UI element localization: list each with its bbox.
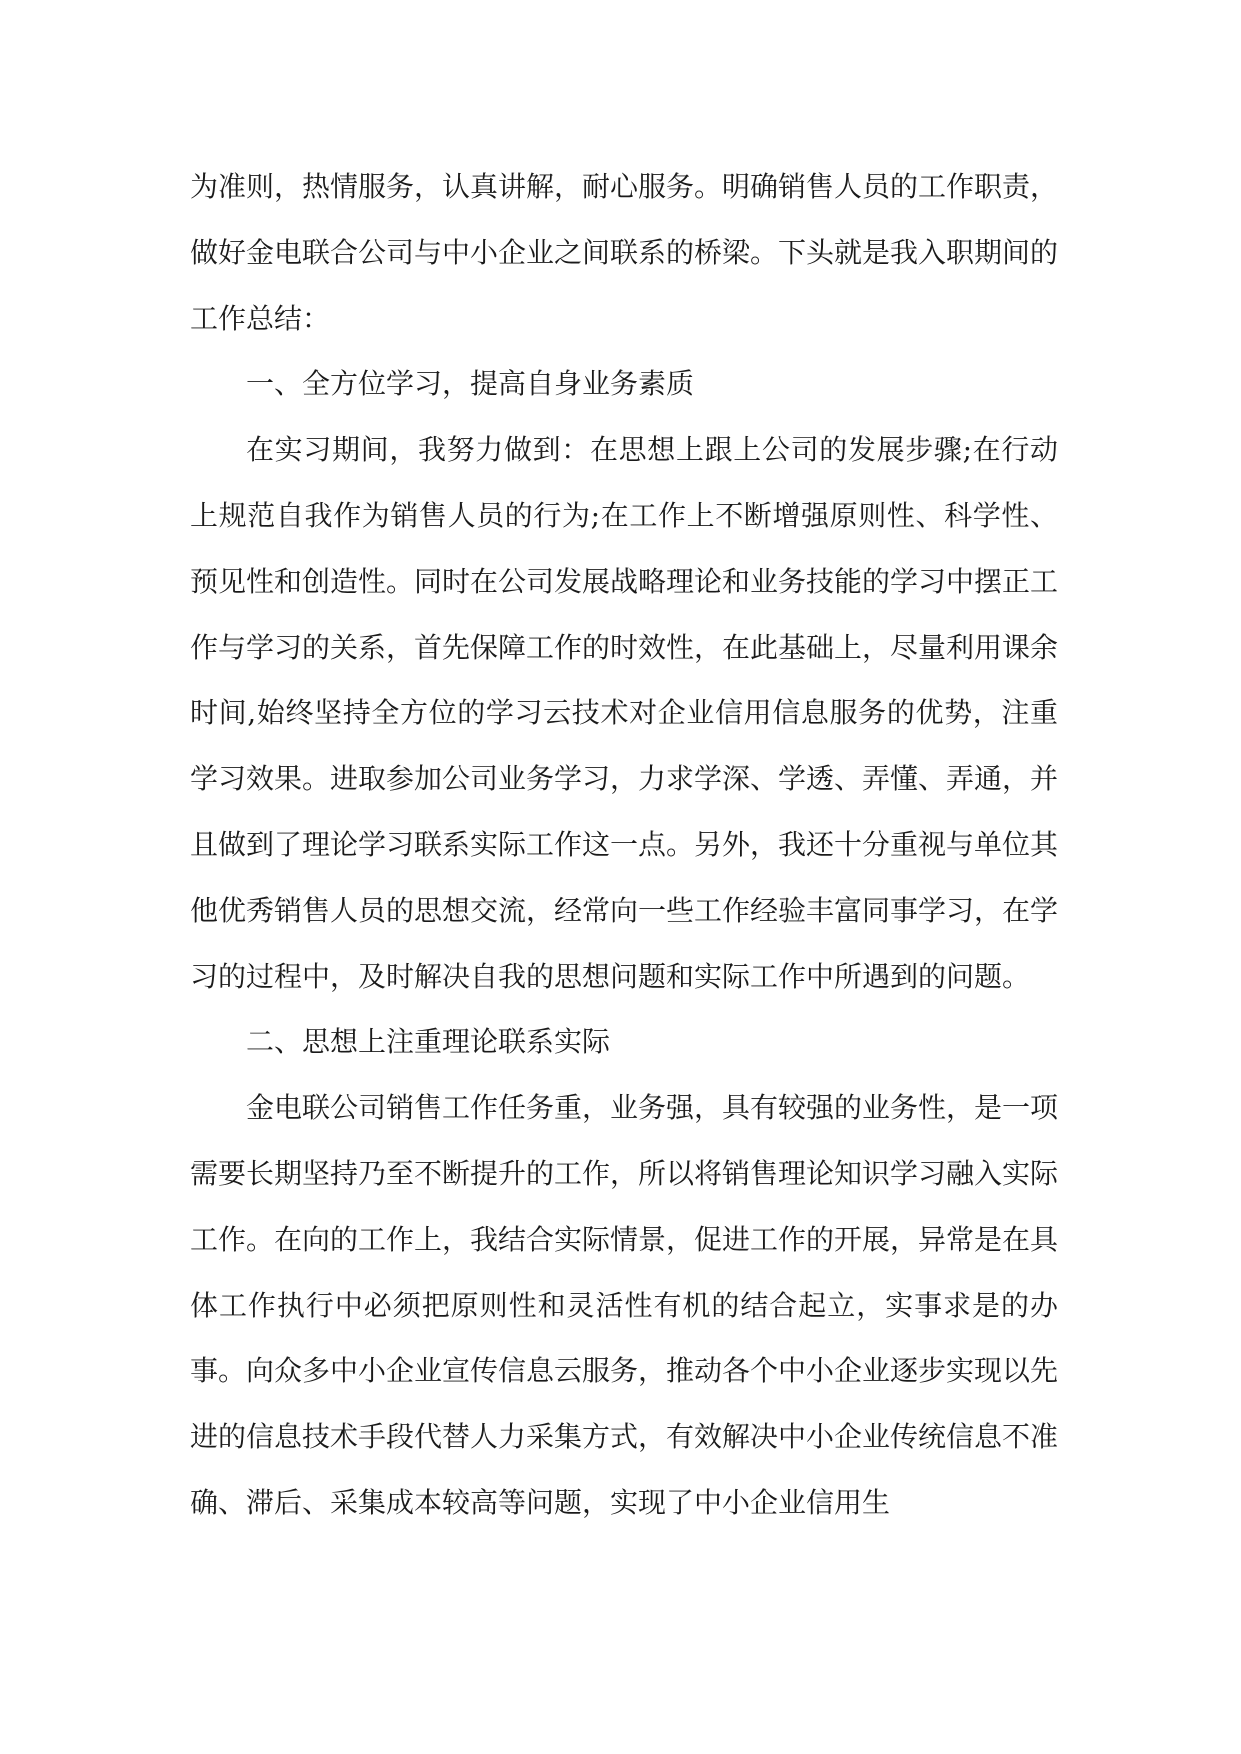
section-heading-2: 二、思想上注重理论联系实际 <box>246 1025 611 1059</box>
paragraph-section-1: 在实习期间，我努力做到：在思想上跟上公司的发展步骤;在行动上规范自我作为销售人员的行为;在工作上不断增强原则性、科学性、预见性和创造性。同时在公司发展战略理论和业务技能的学习中摆正工作与学习的关系，首先保障工作的时效性，在此基础上，尽量利用课余时间,始终坚持全方位的学习云技术对企业信用信息服务的优势，注重学习效果。进取参加公司业务学习，力求学深、学透、弄懂、弄通，并且做到了理论学习联系实际工作这一点。另外，我还十分重视与单位其他优秀销售人员的思想交流，经常向一些工作经验丰富同事学习，在学习的过程中，及时解决自我的思想问题和实际工作中所遇到的问题。 <box>190 433 1059 993</box>
paragraph-section-2: 金电联公司销售工作任务重，业务强，具有较强的业务性，是一项需要长期坚持乃至不断提升的工作，所以将销售理论知识学习融入实际工作。在向的工作上，我结合实际情景，促进工作的开展，异常是在具体工作执行中必须把原则性和灵活性有机的结合起立，实事求是的办事。向众多中小企业宣传信息云服务，推动各个中小企业逐步实现以先进的信息技术手段代替人力采集方式，有效解决中小企业传统信息不准确、滞后、采集成本较高等问题，实现了中小企业信用生 <box>190 1091 1059 1519</box>
paragraph-intro-continued: 为准则，热情服务，认真讲解，耐心服务。明确销售人员的工作职责，做好金电联合公司与中小企业之间联系的桥梁。下头就是我入职期间的工作总结： <box>190 170 1059 335</box>
document-body <box>190 154 1058 1536</box>
section-heading-1: 一、全方位学习，提高自身业务素质 <box>246 367 695 401</box>
